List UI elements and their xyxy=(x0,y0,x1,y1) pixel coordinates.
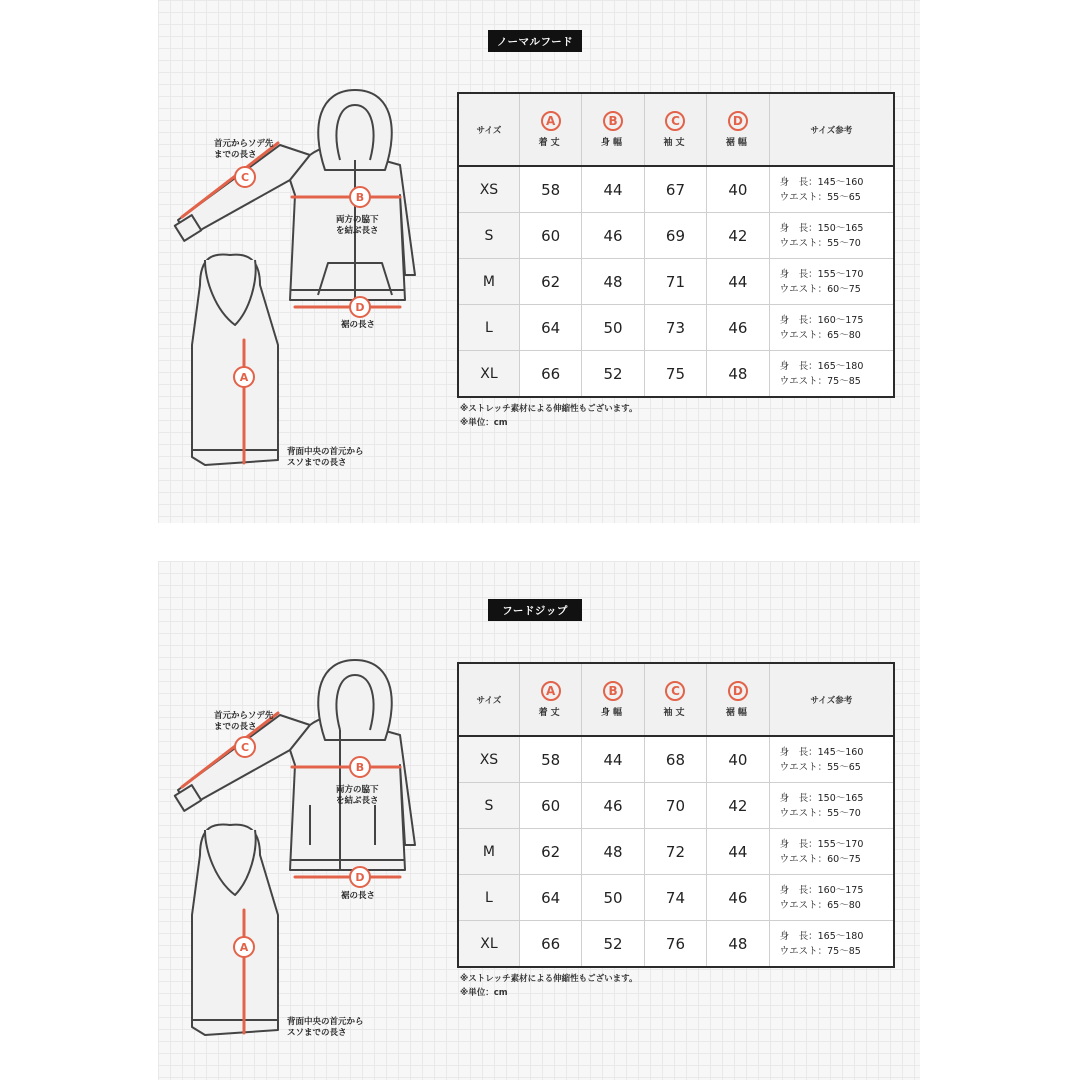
value-c: 76 xyxy=(644,921,706,968)
reference-height: 身 長：160～175 xyxy=(779,314,864,326)
table-header-row xyxy=(458,663,894,736)
value-a: 64 xyxy=(519,305,581,351)
reference-waist: ウエスト：65～80 xyxy=(779,899,861,911)
reference-cell xyxy=(769,166,894,213)
value-d: 46 xyxy=(707,305,769,351)
reference-waist: ウエスト：55～70 xyxy=(779,237,861,249)
value-b: 44 xyxy=(582,736,644,783)
marker-a: A xyxy=(239,371,249,384)
measure-label: 身幅 xyxy=(601,138,626,148)
marker-b: B xyxy=(355,761,365,774)
reference-cell xyxy=(769,783,894,829)
reference-height: 身 長：155～170 xyxy=(779,268,864,280)
badge-d: D xyxy=(728,681,748,701)
annotation-hem-width: 裾の長さ xyxy=(341,320,376,330)
value-c: 73 xyxy=(644,305,706,351)
badge-c: C xyxy=(665,111,685,131)
reference-cell xyxy=(769,213,894,259)
size-label: M xyxy=(458,829,519,875)
value-a: 62 xyxy=(519,259,581,305)
value-a: 60 xyxy=(519,783,581,829)
reference-height: 身 長：165～180 xyxy=(779,930,864,942)
hoodie-illustration xyxy=(160,85,430,485)
annotation-hem-width: 裾の長さ xyxy=(341,891,376,901)
size-label: XS xyxy=(458,736,519,783)
value-a: 58 xyxy=(519,736,581,783)
zip-hoodie-illustration xyxy=(160,655,430,1055)
marker-b: B xyxy=(355,191,365,204)
reference-cell xyxy=(769,736,894,783)
reference-waist: ウエスト：65～80 xyxy=(779,329,861,341)
value-d: 44 xyxy=(707,259,769,305)
table-row xyxy=(458,736,894,783)
value-b: 52 xyxy=(582,921,644,968)
reference-waist: ウエスト：60～75 xyxy=(779,283,861,295)
value-c: 74 xyxy=(644,875,706,921)
header-reference: サイズ参考 xyxy=(769,663,894,736)
header-reference: サイズ参考 xyxy=(769,93,894,166)
reference-cell xyxy=(769,259,894,305)
value-d: 40 xyxy=(707,166,769,213)
value-b: 48 xyxy=(582,829,644,875)
badge-c: C xyxy=(665,681,685,701)
size-table-hoodie xyxy=(457,92,895,398)
value-a: 58 xyxy=(519,166,581,213)
size-table-zip-hoodie xyxy=(457,662,895,968)
value-c: 71 xyxy=(644,259,706,305)
measure-label: 着丈 xyxy=(538,708,563,718)
measure-label: 袖丈 xyxy=(663,138,688,148)
size-label: M xyxy=(458,259,519,305)
table-row xyxy=(458,213,894,259)
annotation-total-length: 背面中央の首元から スソまでの長さ xyxy=(287,447,364,468)
value-a: 66 xyxy=(519,921,581,968)
value-c: 68 xyxy=(644,736,706,783)
reference-waist: ウエスト：75～85 xyxy=(779,945,861,957)
measure-label: 裾幅 xyxy=(725,138,750,148)
reference-height: 身 長：160～175 xyxy=(779,884,864,896)
value-d: 48 xyxy=(707,351,769,398)
table-row xyxy=(458,305,894,351)
table-notes xyxy=(460,972,638,1000)
table-row xyxy=(458,921,894,968)
value-b: 50 xyxy=(582,305,644,351)
header-size: サイズ xyxy=(458,93,519,166)
value-b: 44 xyxy=(582,166,644,213)
reference-height: 身 長：145～160 xyxy=(779,746,864,758)
table-row xyxy=(458,875,894,921)
reference-waist: ウエスト：55～70 xyxy=(779,807,861,819)
value-d: 48 xyxy=(707,921,769,968)
measure-label: 裾幅 xyxy=(725,708,750,718)
size-label: XL xyxy=(458,921,519,968)
header-size: サイズ xyxy=(458,663,519,736)
marker-c: C xyxy=(240,741,250,754)
value-c: 67 xyxy=(644,166,706,213)
table-header-row xyxy=(458,93,894,166)
note-unit: ※単位：cm xyxy=(460,418,508,428)
annotation-total-length: 背面中央の首元から スソまでの長さ xyxy=(287,1017,364,1038)
reference-waist: ウエスト：55～65 xyxy=(779,761,861,773)
note-stretch: ※ストレッチ素材による伸縮性もございます。 xyxy=(460,404,638,414)
reference-height: 身 長：145～160 xyxy=(779,176,864,188)
marker-d: D xyxy=(355,871,365,884)
header-measure-d xyxy=(707,663,769,736)
badge-a: A xyxy=(541,111,561,131)
size-label: L xyxy=(458,875,519,921)
table-row xyxy=(458,829,894,875)
size-label: S xyxy=(458,783,519,829)
note-unit: ※単位：cm xyxy=(460,988,508,998)
value-c: 70 xyxy=(644,783,706,829)
value-d: 42 xyxy=(707,213,769,259)
value-a: 64 xyxy=(519,875,581,921)
reference-waist: ウエスト：75～85 xyxy=(779,375,861,387)
measure-label: 袖丈 xyxy=(663,708,688,718)
header-measure-b xyxy=(582,663,644,736)
badge-d: D xyxy=(728,111,748,131)
header-measure-c xyxy=(644,663,706,736)
note-stretch: ※ストレッチ素材による伸縮性もございます。 xyxy=(460,974,638,984)
value-b: 46 xyxy=(582,783,644,829)
value-b: 48 xyxy=(582,259,644,305)
badge-a: A xyxy=(541,681,561,701)
table-row xyxy=(458,259,894,305)
header-measure-d xyxy=(707,93,769,166)
value-b: 50 xyxy=(582,875,644,921)
section-title-hoodie: ノーマルフード xyxy=(488,30,582,52)
reference-cell xyxy=(769,351,894,398)
marker-d: D xyxy=(355,301,365,314)
reference-height: 身 長：150～165 xyxy=(779,792,864,804)
value-c: 69 xyxy=(644,213,706,259)
value-c: 75 xyxy=(644,351,706,398)
zip-hoodie-diagram xyxy=(160,655,430,1075)
header-measure-b xyxy=(582,93,644,166)
measure-label: 着丈 xyxy=(538,138,563,148)
annotation-sleeve-length: 首元からソデ先 までの長さ xyxy=(214,139,274,160)
reference-waist: ウエスト：60～75 xyxy=(779,853,861,865)
value-c: 72 xyxy=(644,829,706,875)
value-a: 60 xyxy=(519,213,581,259)
reference-height: 身 長：165～180 xyxy=(779,360,864,372)
value-d: 46 xyxy=(707,875,769,921)
value-b: 52 xyxy=(582,351,644,398)
table-row xyxy=(458,783,894,829)
value-b: 46 xyxy=(582,213,644,259)
hoodie-diagram xyxy=(160,85,430,505)
reference-height: 身 長：155～170 xyxy=(779,838,864,850)
marker-a: A xyxy=(239,941,249,954)
reference-cell xyxy=(769,875,894,921)
size-label: S xyxy=(458,213,519,259)
value-a: 66 xyxy=(519,351,581,398)
reference-waist: ウエスト：55～65 xyxy=(779,191,861,203)
annotation-body-width: 両方の脇下 を結ぶ長さ xyxy=(336,215,379,236)
badge-b: B xyxy=(603,681,623,701)
table-notes xyxy=(460,402,638,430)
value-d: 44 xyxy=(707,829,769,875)
reference-cell xyxy=(769,305,894,351)
value-d: 42 xyxy=(707,783,769,829)
value-d: 40 xyxy=(707,736,769,783)
header-measure-a xyxy=(519,93,581,166)
reference-cell xyxy=(769,921,894,968)
table-row xyxy=(458,166,894,213)
size-label: XS xyxy=(458,166,519,213)
size-label: XL xyxy=(458,351,519,398)
marker-c: C xyxy=(240,171,250,184)
header-measure-c xyxy=(644,93,706,166)
section-title-zip-hoodie: フードジップ xyxy=(488,599,582,621)
reference-height: 身 長：150～165 xyxy=(779,222,864,234)
reference-cell xyxy=(769,829,894,875)
annotation-sleeve-length: 首元からソデ先 までの長さ xyxy=(214,711,274,732)
badge-b: B xyxy=(603,111,623,131)
table-row xyxy=(458,351,894,398)
header-measure-a xyxy=(519,663,581,736)
annotation-body-width: 両方の脇下 を結ぶ長さ xyxy=(336,785,379,806)
measure-label: 身幅 xyxy=(601,708,626,718)
size-label: L xyxy=(458,305,519,351)
value-a: 62 xyxy=(519,829,581,875)
